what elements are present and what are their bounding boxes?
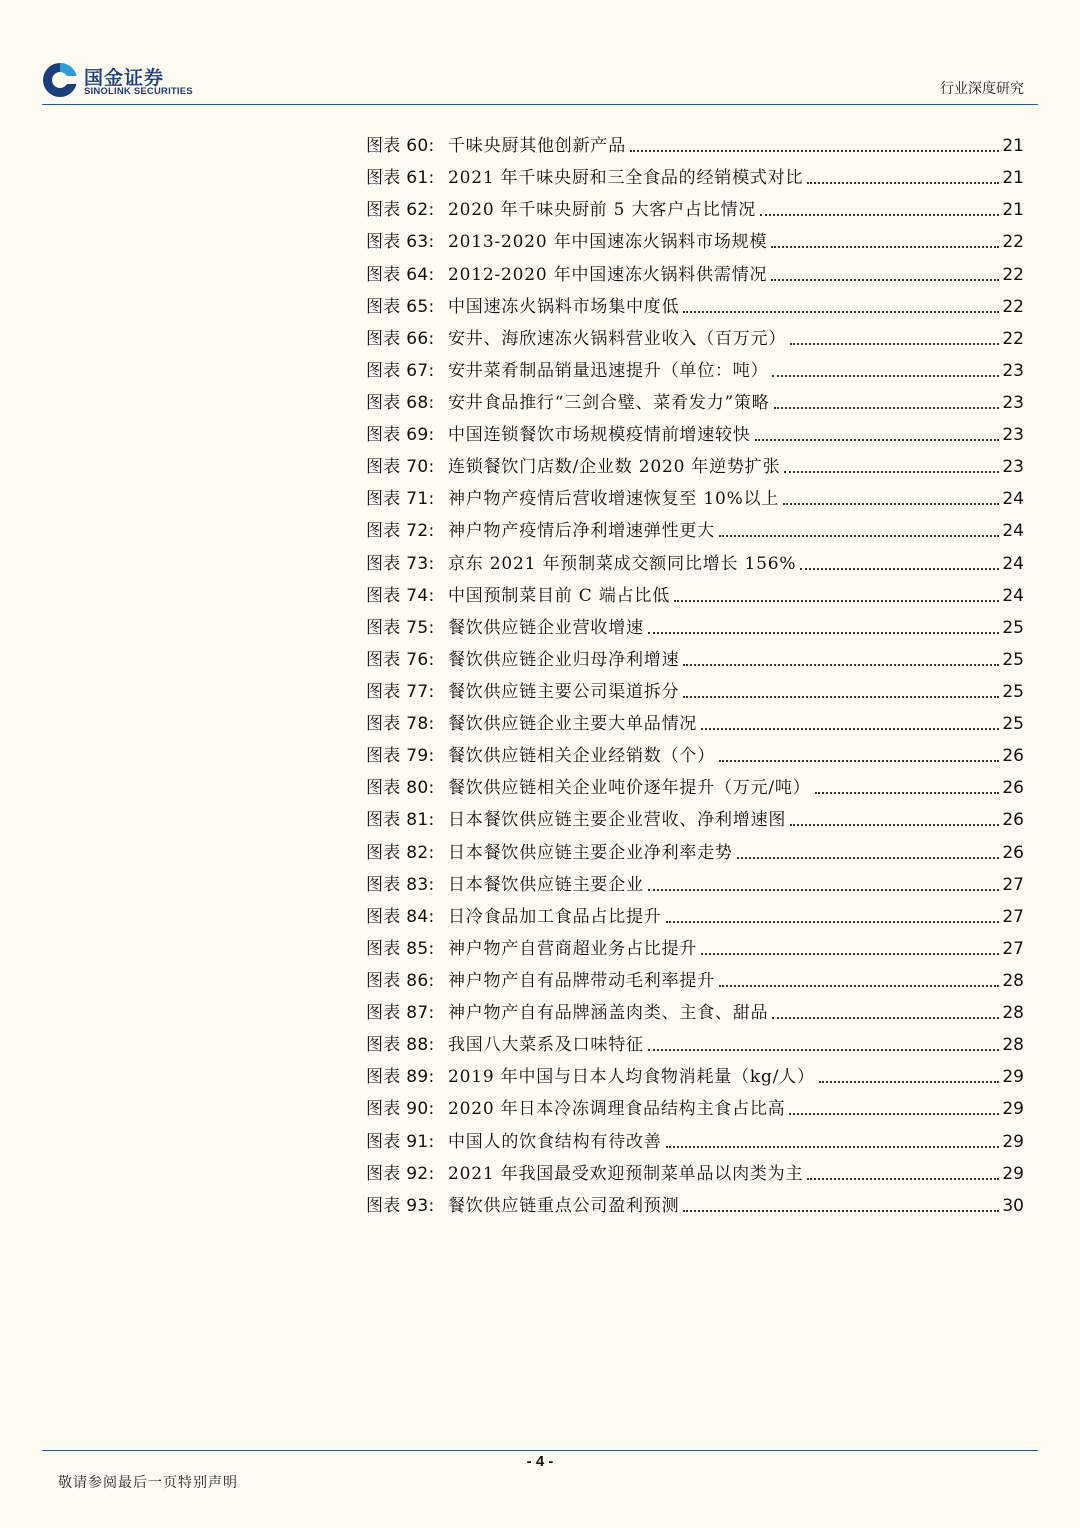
toc-entry[interactable] (366, 1091, 1024, 1123)
toc-entry-label: 图表 78: (366, 714, 435, 735)
toc-entry-label: 图表 63: (366, 232, 435, 253)
toc-entry-label: 图表 75: (366, 617, 435, 638)
toc-entry-page: 22 (1002, 296, 1024, 317)
toc-entry-leader-dots (819, 1080, 1000, 1083)
disclaimer-text: 敬请参阅最后一页特别声明 (58, 1475, 238, 1491)
toc-entry-label: 图表 89: (366, 1067, 435, 1088)
toc-entry-label: 图表 73: (366, 553, 435, 574)
toc-entry-title: 餐饮供应链相关企业经销数（个） (448, 746, 715, 767)
toc-entry-page: 29 (1002, 1131, 1024, 1152)
toc-entry-label: 图表 65: (366, 296, 435, 317)
toc-entry-leader-dots (719, 759, 999, 762)
toc-entry-title: 2019 年中国与日本人均食物消耗量（kg/人） (448, 1067, 815, 1088)
toc-entry-label: 图表 60: (366, 136, 435, 157)
toc-entry-title: 2013-2020 年中国速冻火锅料市场规模 (448, 232, 768, 253)
toc-entry-title: 日本餐饮供应链主要企业营收、净利增速图 (448, 810, 787, 831)
toc-entry-label: 图表 69: (366, 425, 435, 446)
toc-entry-leader-dots (771, 245, 999, 248)
document-type: 行业深度研究 (940, 81, 1024, 97)
toc-entry-label: 图表 87: (366, 1003, 435, 1024)
toc-entry-title: 安井食品推行“三剑合璧、菜肴发力”策略 (448, 392, 770, 413)
toc-entry[interactable] (366, 642, 1024, 674)
toc-entry-label: 图表 64: (366, 264, 435, 285)
toc-entry-leader-dots (772, 374, 999, 377)
toc-entry-page: 28 (1002, 970, 1024, 991)
toc-entry-leader-dots (683, 1209, 999, 1212)
toc-entry[interactable] (366, 931, 1024, 963)
toc-entry-label: 图表 71: (366, 489, 435, 510)
toc-entry-leader-dots (701, 727, 999, 730)
toc-entry-title: 2021 年千味央厨和三全食品的经销模式对比 (448, 168, 804, 189)
toc-entry-leader-dots (807, 1177, 999, 1180)
toc-entry[interactable] (366, 1156, 1024, 1188)
toc-entry[interactable] (366, 674, 1024, 706)
toc-entry-label: 图表 90: (366, 1099, 435, 1120)
toc-entry-title: 神户物产疫情后营收增速恢复至 10%以上 (448, 489, 780, 510)
toc-entry-title: 神户物产自有品牌带动毛利率提升 (448, 970, 715, 991)
toc-entry-leader-dots (683, 310, 999, 313)
table-of-figures (366, 128, 1024, 1220)
toc-entry[interactable] (366, 353, 1024, 385)
toc-entry-leader-dots (772, 1016, 999, 1019)
toc-entry[interactable] (366, 1123, 1024, 1155)
sinolink-logo-icon (42, 62, 78, 98)
toc-entry-leader-dots (648, 1048, 1000, 1051)
toc-entry-title: 安井、海欣速冻火锅料营业收入（百万元） (448, 328, 787, 349)
toc-entry[interactable] (366, 1027, 1024, 1059)
toc-entry-leader-dots (790, 342, 999, 345)
toc-entry-title: 餐饮供应链企业营收增速 (448, 617, 644, 638)
toc-entry-leader-dots (783, 502, 999, 505)
toc-entry-label: 图表 68: (366, 392, 435, 413)
toc-entry-leader-dots (683, 695, 999, 698)
logo-english-name: SINOLINK SECURITIES (84, 86, 193, 97)
toc-entry-label: 图表 84: (366, 906, 435, 927)
toc-entry-leader-dots (807, 181, 999, 184)
toc-entry-label: 图表 74: (366, 585, 435, 606)
toc-entry-title: 餐饮供应链企业主要大单品情况 (448, 714, 698, 735)
toc-entry[interactable] (366, 192, 1024, 224)
toc-entry-label: 图表 88: (366, 1035, 435, 1056)
toc-entry[interactable] (366, 160, 1024, 192)
logo-chinese-name: 国金证券 (84, 67, 165, 89)
toc-entry[interactable] (366, 128, 1024, 160)
toc-entry-title: 神户物产自营商超业务占比提升 (448, 938, 698, 959)
toc-entry-title: 中国连锁餐饮市场规模疫情前增速较快 (448, 425, 751, 446)
toc-entry-title: 日本餐饮供应链主要企业净利率走势 (448, 842, 733, 863)
toc-entry-label: 图表 91: (366, 1131, 435, 1152)
toc-entry-title: 神户物产自有品牌涵盖肉类、主食、甜品 (448, 1003, 769, 1024)
toc-entry-page: 21 (1002, 168, 1024, 189)
toc-entry-title: 中国速冻火锅料市场集中度低 (448, 296, 680, 317)
toc-entry-page: 23 (1002, 360, 1024, 381)
toc-entry[interactable] (366, 481, 1024, 513)
toc-entry-label: 图表 76: (366, 649, 435, 670)
toc-entry[interactable] (366, 995, 1024, 1027)
toc-entry[interactable] (366, 963, 1024, 995)
toc-entry[interactable] (366, 321, 1024, 353)
toc-entry-page: 29 (1002, 1163, 1024, 1184)
toc-entry-page: 23 (1002, 392, 1024, 413)
toc-entry-page: 30 (1002, 1195, 1024, 1216)
toc-entry-title: 神户物产疫情后净利增速弹性更大 (448, 521, 715, 542)
toc-entry-page: 27 (1002, 938, 1024, 959)
toc-entry-leader-dots (648, 888, 1000, 891)
toc-entry[interactable] (366, 513, 1024, 545)
toc-entry-leader-dots (737, 856, 1000, 859)
toc-entry[interactable] (366, 449, 1024, 481)
toc-entry[interactable] (366, 1059, 1024, 1091)
toc-entry-title: 京东 2021 年预制菜成交额同比增长 156% (448, 553, 797, 574)
toc-entry-leader-dots (630, 149, 999, 152)
toc-entry-title: 餐饮供应链相关企业吨价逐年提升（万元/吨） (448, 778, 811, 799)
toc-entry-leader-dots (666, 920, 1000, 923)
toc-entry-label: 图表 72: (366, 521, 435, 542)
toc-entry-label: 图表 85: (366, 938, 435, 959)
toc-entry-page: 25 (1002, 617, 1024, 638)
toc-entry-page: 29 (1002, 1067, 1024, 1088)
toc-entry-page: 26 (1002, 746, 1024, 767)
toc-entry-page: 24 (1002, 585, 1024, 606)
toc-entry-label: 图表 83: (366, 874, 435, 895)
toc-entry-label: 图表 77: (366, 681, 435, 702)
toc-entry-title: 2020 年千味央厨前 5 大客户占比情况 (448, 200, 757, 221)
toc-entry-title: 餐饮供应链主要公司渠道拆分 (448, 681, 680, 702)
toc-entry-page: 21 (1002, 200, 1024, 221)
toc-entry-page: 22 (1002, 232, 1024, 253)
toc-entry-page: 24 (1002, 553, 1024, 574)
toc-entry-label: 图表 66: (366, 328, 435, 349)
toc-entry-leader-dots (784, 470, 999, 473)
toc-entry-title: 中国人的饮食结构有待改善 (448, 1131, 662, 1152)
toc-entry[interactable] (366, 802, 1024, 834)
toc-entry-title: 2021 年我国最受欢迎预制菜单品以肉类为主 (448, 1163, 804, 1184)
toc-entry-page: 26 (1002, 810, 1024, 831)
toc-entry-page: 25 (1002, 649, 1024, 670)
toc-entry-label: 图表 93: (366, 1195, 435, 1216)
toc-entry-label: 图表 79: (366, 746, 435, 767)
toc-entry-leader-dots (760, 213, 999, 216)
toc-entry[interactable] (366, 706, 1024, 738)
toc-entry-page: 28 (1002, 1035, 1024, 1056)
toc-entry-page: 26 (1002, 778, 1024, 799)
toc-entry-leader-dots (789, 1112, 999, 1115)
toc-entry-title: 餐饮供应链企业归母净利增速 (448, 649, 680, 670)
footer-divider (42, 1450, 1038, 1451)
toc-entry-leader-dots (771, 278, 999, 281)
toc-entry-page: 29 (1002, 1099, 1024, 1120)
toc-entry-title: 千味央厨其他创新产品 (448, 136, 626, 157)
toc-entry[interactable] (366, 289, 1024, 321)
toc-entry[interactable] (366, 899, 1024, 931)
toc-entry-title: 日冷食品加工食品占比提升 (448, 906, 662, 927)
toc-entry-leader-dots (648, 631, 1000, 634)
toc-entry-page: 28 (1002, 1003, 1024, 1024)
toc-entry[interactable] (366, 385, 1024, 417)
toc-entry[interactable] (366, 610, 1024, 642)
toc-entry-page: 23 (1002, 457, 1024, 478)
toc-entry-title: 餐饮供应链重点公司盈利预测 (448, 1195, 680, 1216)
toc-entry[interactable] (366, 417, 1024, 449)
toc-entry-leader-dots (774, 406, 1000, 409)
toc-entry-label: 图表 86: (366, 970, 435, 991)
toc-entry-leader-dots (683, 663, 999, 666)
toc-entry-title: 2012-2020 年中国速冻火锅料供需情况 (448, 264, 768, 285)
toc-entry-title: 中国预制菜目前 C 端占比低 (448, 585, 671, 606)
toc-entry-label: 图表 81: (366, 810, 435, 831)
toc-entry-leader-dots (666, 1145, 1000, 1148)
toc-entry-title: 安井菜肴制品销量迅速提升（单位：吨） (448, 360, 769, 381)
toc-entry-page: 25 (1002, 714, 1024, 735)
toc-entry-label: 图表 62: (366, 200, 435, 221)
toc-entry-leader-dots (719, 534, 999, 537)
toc-entry-page: 27 (1002, 874, 1024, 895)
toc-entry-page: 27 (1002, 906, 1024, 927)
toc-entry-label: 图表 70: (366, 457, 435, 478)
page-header (0, 0, 1080, 106)
toc-entry-label: 图表 61: (366, 168, 435, 189)
toc-entry-label: 图表 92: (366, 1163, 435, 1184)
toc-entry[interactable] (366, 867, 1024, 899)
toc-entry-leader-dots (674, 599, 999, 602)
toc-entry[interactable] (366, 834, 1024, 866)
toc-entry-page: 25 (1002, 681, 1024, 702)
toc-entry-title: 我国八大菜系及口味特征 (448, 1035, 644, 1056)
toc-entry-title: 连锁餐饮门店数/企业数 2020 年逆势扩张 (448, 457, 781, 478)
toc-entry[interactable] (366, 578, 1024, 610)
toc-entry-page: 22 (1002, 328, 1024, 349)
toc-entry-leader-dots (815, 791, 1000, 794)
toc-entry-label: 图表 82: (366, 842, 435, 863)
toc-entry-title: 日本餐饮供应链主要企业 (448, 874, 644, 895)
toc-entry-label: 图表 67: (366, 360, 435, 381)
toc-entry-leader-dots (755, 438, 1000, 441)
toc-entry[interactable] (366, 1188, 1024, 1220)
toc-entry[interactable] (366, 738, 1024, 770)
toc-entry-leader-dots (701, 952, 999, 955)
toc-entry-title: 2020 年日本冷冻调理食品结构主食占比高 (448, 1099, 786, 1120)
toc-entry-page: 23 (1002, 425, 1024, 446)
toc-entry[interactable] (366, 770, 1024, 802)
toc-entry[interactable] (366, 256, 1024, 288)
toc-entry-page: 22 (1002, 264, 1024, 285)
toc-entry-page: 24 (1002, 489, 1024, 510)
toc-entry-label: 图表 80: (366, 778, 435, 799)
header-divider (42, 104, 1038, 105)
page-number: - 4 - (526, 1453, 554, 1470)
toc-entry-page: 26 (1002, 842, 1024, 863)
toc-entry[interactable] (366, 545, 1024, 577)
toc-entry[interactable] (366, 224, 1024, 256)
toc-entry-leader-dots (719, 984, 999, 987)
company-logo (42, 62, 202, 102)
toc-entry-page: 24 (1002, 521, 1024, 542)
toc-entry-page: 21 (1002, 136, 1024, 157)
toc-entry-leader-dots (800, 567, 999, 570)
toc-entry-leader-dots (790, 823, 999, 826)
